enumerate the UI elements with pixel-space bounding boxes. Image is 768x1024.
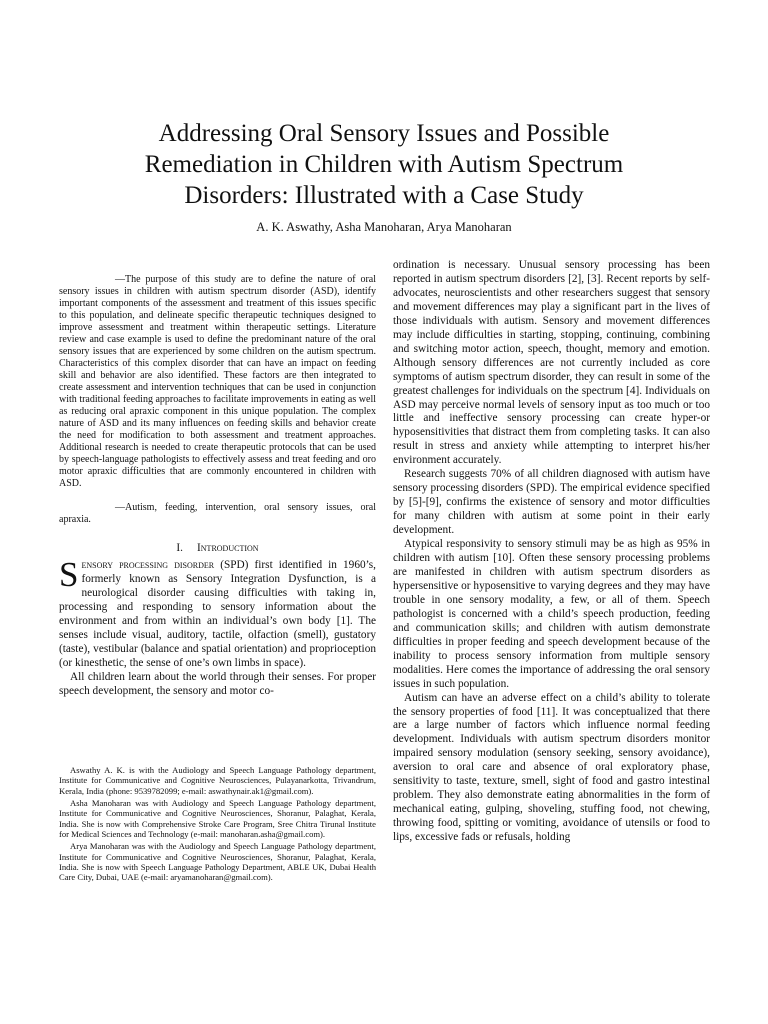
title-line: Addressing Oral Sensory Issues and Possible <box>158 120 610 147</box>
body-paragraph: Atypical responsivity to sensory stimuli may be as high as 95% in children with autism [10]. Often these sensory processing problems are manifested in children with autism spectrum disorders as hypersensitive or hyposensitive to varying degrees and they may have trouble in one sensory modality, a few, or all of them. Speech pathologist is concerned with a child’s speech production, feeding and communication skills; and children with autism demonstrate difficulties in proper feeding and speech development because of the inability to process sensory information from multiple sensory modalities. Here comes the importance of addressing the oral sensory issues in such population. <box>393 538 710 690</box>
section-number: I. <box>176 542 184 555</box>
title-line: Remediation in Children with Autism Spectrum <box>144 151 624 178</box>
index-terms: —Autism, feeding, intervention, oral sensory issues, oral apraxia. <box>59 502 376 526</box>
right-column <box>393 259 710 845</box>
abstract: —The purpose of this study are to define the nature of oral sensory issues in children with autism spectrum disorder (ASD), identify important components of the assessment and treatment of this issues specific to this population, and delineate specific therapeutic techniques designed to improve assessment and treatment within therapeutic settings. Literature review and case example is used to define the predominant nature of the oral sensory issues that are experienced by some children on the autism spectrum. Characteristics of this complex disorder that can have an impact on feeding skill and behavior are also identified. These factors are then integrated to create assessment and intervention techniques that can be used in conjunction with traditional feeding approaches to facilitate improvements in eating as well as reducing oral apraxic component in this unique population. The complex nature of ASD and its many influences on feeding skills and behavior create the need for modification to both assessment and treatment approaches. Additional research is needed to create therapeutic protocols that can be used by speech-language pathologists to effectively assess and treat feeding and oro motor apraxic difficulties that are commonly encountered in children with ASD. <box>59 274 376 490</box>
author-footnotes <box>59 765 376 885</box>
drop-cap: S <box>59 555 79 595</box>
section-title: Introduction <box>197 542 259 555</box>
body-paragraph: Autism can have an adverse effect on a child’s ability to tolerate the sensory properties of food [11]. It was conceptualized that there are a large number of factors which influence normal feeding development. Individuals with autism spectrum disorders monitor impaired sensory modulation (sensory seeking, sensory avoidance), aversion to oral care and absence of oral exploratory phase, sensitivity to taste, texture, smell, sight of food and gastro intestinal problem. They also demonstrate eating abnormalities in the form of mechanical eating, gulping, shoveling, stuffing food, not chewing, throwing food, spitting or vomiting, avoidance of utensils or food to lips, excessive fads or refusals, holding <box>393 691 710 844</box>
intro-text: (SPD) first identified in 1960’s, formerly known as Sensory Integration Dysfunction, is a neurological disorder causing difficulties with taking in, processing and responding to sensory information about the environment and from within an individual’s own body [1]. The senses include visual, auditory, tactile, olfaction (smell), gustatory (taste), vestibular (balance and spatial orientation) and proprioception (or kinesthetic, the sense of one’s own limbs in space). <box>59 559 376 669</box>
paper-title <box>60 118 708 211</box>
footnote: Aswathy A. K. is with the Audiology and Speech Language Pathology department, Institute for Communicative and Cognitive Neurosciences, Pulayanarkotta, Trivandrum, Kerala, India (phone: 9539782099; e-mail: aswathynair.ak1@gmail.com). <box>59 765 376 796</box>
body-paragraph: ordination is necessary. Unusual sensory processing has been reported in autism spectrum disorders [2], [3]. Recent reports by self-advocates, neuroscientists and other researchers suggest that sensory and movement differences may play a significant part in the lives of those individuals with autism. Sensory and movement differences may include difficulties in starting, stopping, continuing, combining and switching motor action, speech, thought, memory and emotion. Although sensory differences are not currently included as core symptoms of autism spectrum disorder, they can result in some of the greatest challenges for individuals on the spectrum [4]. Individuals on ASD may perceive normal levels of sensory input as too much or too little and ineffective sensory processing can create hyper-or hyposensitivities that distract them from completing tasks. It can also result in stress and anxiety while attempting to interpret his/her environment accurately. <box>393 259 710 467</box>
footnote: Asha Manoharan was with Audiology and Speech Language Pathology department, Institute for Communicative and Cognitive Neurosciences, Shoranur, Palaghat, Kerala, India. She is now with Comprehensive Stroke Care Program, Sree Chitra Tirunal Institute for Medical Sciences and Technology (e-mail: manoharan.asha@gmail.com). <box>59 798 376 840</box>
left-column <box>59 257 376 699</box>
intro-paragraph <box>59 555 376 671</box>
author-list: A. K. Aswathy, Asha Manoharan, Arya Manoharan <box>256 220 512 234</box>
title-line: Disorders: Illustrated with a Case Study <box>184 182 584 209</box>
footnote: Arya Manoharan was with the Audiology and Speech Language Pathology department, Institute for Communicative and Cognitive Neurosciences, Shoranur, Palaghat, Kerala, India. She is now with Speech Language Pathology Department, ABLE UK, Dubai Health Care City, Dubai, UAE (e-mail: aryamanoharan@gmail.com). <box>59 841 376 883</box>
intro-lead-in: ensory processing disorder <box>81 559 215 572</box>
body-paragraph: Research suggests 70% of all children diagnosed with autism have sensory processing disorders (SPD). The empirical evidence specified by [5]-[9], confirms the existence of sensory and motor difficulties for many children with autism at some point in their early development. <box>393 468 710 537</box>
intro-paragraph-2: All children learn about the world through their senses. For proper speech development, the sensory and motor co- <box>59 670 376 697</box>
section-heading <box>59 542 376 556</box>
